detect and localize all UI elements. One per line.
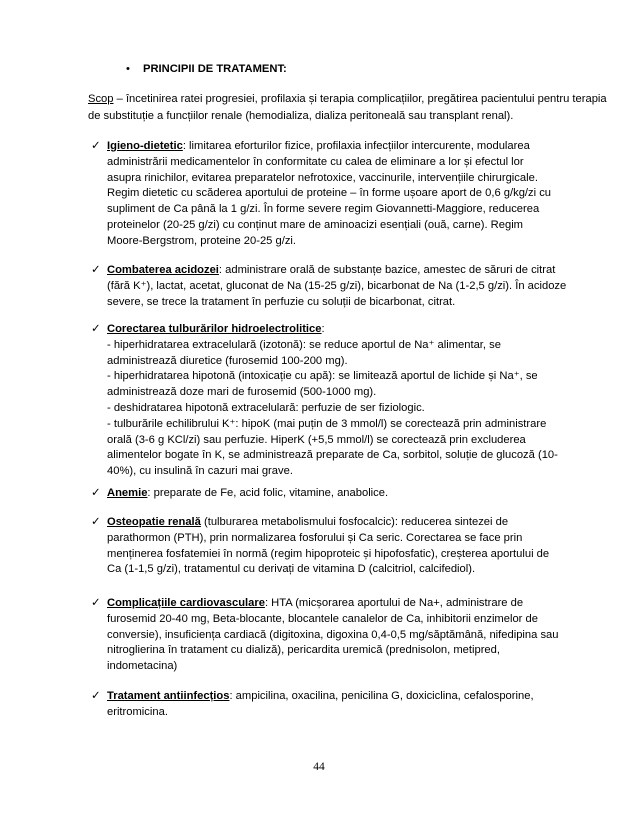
item-text: severe, se trece la tratament în perfuzie cu soluții de bicarbonat, citrat. bbox=[107, 295, 456, 308]
bullet-icon: • bbox=[126, 63, 130, 75]
item-text: alimentelor bogate în K, se administrează preparate de Ca, sorbitol, soluție de glucoză (10- bbox=[107, 449, 558, 462]
item-text: Ca (1-1,5 g/zi), tratamentul cu derivați de vitamina D (calcitriol, calcifediol). bbox=[107, 563, 476, 576]
item-text: : ampicilina, oxacilina, penicilina G, doxiciclina, cefalosporine, bbox=[229, 690, 534, 702]
item-text: menținerea fosfatemiei în normă (regim hipoproteic și hipofosfatic), creșterea aportului de bbox=[107, 547, 550, 560]
list-item-tulburari-hidroelectrolitice bbox=[91, 322, 607, 480]
list-item-combaterea-acidozei bbox=[91, 263, 607, 310]
list-item-complicatii-cardiovasculare bbox=[91, 596, 607, 675]
list-item-osteopatie-renala bbox=[91, 515, 607, 578]
item-text: administrării medicamentelor în conformitate cu calea de eliminare a lor și efectul lor bbox=[107, 155, 524, 168]
item-text: - tulburările echilibrului K⁺: hipoK (mai puțin de 3 mmol/l) se corectează prin administrare bbox=[107, 417, 547, 430]
list-item-anemie bbox=[91, 486, 607, 502]
item-text: supliment de Ca până la 1 g/zi. În forme severe regim Giovannetti-Maggiore, reducerea bbox=[107, 203, 540, 216]
item-text: Regim dietetic cu scăderea aportului de proteine – în forme ușoare aport de 0,6 g/kg/zi cu bbox=[107, 187, 552, 200]
item-text: parathormon (PTH), prin normalizarea fosforului și Ca seric. Corectarea se face prin bbox=[107, 531, 523, 544]
item-text: nitroglierina în tratament cu dializă), pericardita uremică (prednisolon, metipred, bbox=[107, 644, 500, 657]
item-text: : limitarea eforturilor fizice, profilaxia infecțiilor intercurente, modularea bbox=[182, 140, 530, 152]
item-text: proteinelor (20-25 g/zi) cu conținut mare de aminoacizi esențiali (ouă, carne). Regim bbox=[107, 218, 524, 231]
section-heading-text: PRINCIPII DE TRATAMENT: bbox=[143, 63, 287, 75]
item-title: Osteopatie renală bbox=[107, 516, 201, 528]
checkmark-icon: ✓ bbox=[91, 323, 101, 335]
checkmark-icon: ✓ bbox=[91, 690, 101, 702]
checkmark-icon: ✓ bbox=[91, 597, 101, 609]
item-title: Combaterea acidozei bbox=[107, 264, 219, 276]
item-text: administrează doze mari de furosemid (500-1000 mg). bbox=[107, 386, 377, 399]
item-text: (tulburarea metabolismului fosfocalcic): reducerea sintezei de bbox=[200, 516, 509, 528]
item-text: : HTA (micșorarea aportului de Na+, administrare de bbox=[264, 597, 524, 609]
item-text: - hiperhidratarea extracelulară (izotonă): se reduce aportul de Na⁺ alimentar, se bbox=[107, 338, 501, 351]
item-text: furosemid 20-40 mg, Beta-blocante, blocantele canalelor de Ca, inhibitorii enzimelor de bbox=[107, 612, 538, 625]
item-title: Complicațiile cardiovasculare bbox=[107, 597, 265, 609]
item-text: administrează diuretice (furosemid 100-200 mg). bbox=[107, 354, 348, 367]
list-item-tratament-antiinfectios bbox=[91, 689, 607, 721]
scope-paragraph bbox=[88, 91, 608, 126]
scope-text: – încetinirea ratei progresiei, profilaxia și terapia complicațiilor, pregătirea pacientului pentru terapia de substituție a funcțiilor renale (hemodializa, dializa peritoneală sau transplant renal). bbox=[88, 93, 607, 123]
item-text: - hiperhidratarea hipotonă (intoxicație cu apă): se limitează aportul de lichide și Na⁺, se bbox=[107, 370, 538, 383]
item-text: eritromicina. bbox=[107, 705, 168, 718]
checkmark-icon: ✓ bbox=[91, 516, 101, 528]
list-item-igieno-dietetic bbox=[91, 139, 607, 250]
item-title: Igieno-dietetic bbox=[107, 140, 183, 152]
item-text: conversie), insuficiența cardiacă (digitoxina, digoxina 0,4-0,5 mg/săptămână, nifedipina sau bbox=[107, 628, 559, 641]
item-text: asupra rinichilor, evitarea preparatelor nefrotoxice, vaccinurile, intervențiile chirurgicale. bbox=[107, 171, 538, 184]
scope-label: Scop bbox=[88, 93, 114, 105]
item-text: indometacina) bbox=[107, 660, 178, 673]
item-text: Moore-Bergstrom, proteine 20-25 g/zi. bbox=[107, 234, 297, 247]
item-text: (fără K⁺), lactat, acetat, gluconat de Na (15-25 g/zi), bicarbonat de Na (1-2,5 g/zi). În acidoze bbox=[107, 279, 567, 292]
item-text: : administrare orală de substanțe bazice, amestec de săruri de citrat bbox=[218, 264, 556, 276]
item-title: Tratament antiinfecțios bbox=[107, 690, 230, 702]
checkmark-icon: ✓ bbox=[91, 140, 101, 152]
checkmark-icon: ✓ bbox=[91, 487, 101, 499]
item-text: 40%), cu insulină în cazuri mai grave. bbox=[107, 465, 293, 478]
page-number: 44 bbox=[313, 761, 325, 773]
item-text: : bbox=[321, 323, 325, 335]
item-text: orală (3-6 g KCl/zi) sau perfuzie. HiperK (+5,5 mmol/l) se corectează prin excluderea bbox=[107, 433, 526, 446]
item-text: : preparate de Fe, acid folic, vitamine, anabolice. bbox=[147, 487, 389, 499]
item-title: Anemie bbox=[107, 487, 148, 499]
item-title: Corectarea tulburărilor hidroelectrolitice bbox=[107, 323, 322, 335]
checkmark-icon: ✓ bbox=[91, 264, 101, 276]
item-text: - deshidratarea hipotonă extracelulară: perfuzie de ser fiziologic. bbox=[107, 401, 425, 414]
section-heading bbox=[126, 62, 287, 77]
